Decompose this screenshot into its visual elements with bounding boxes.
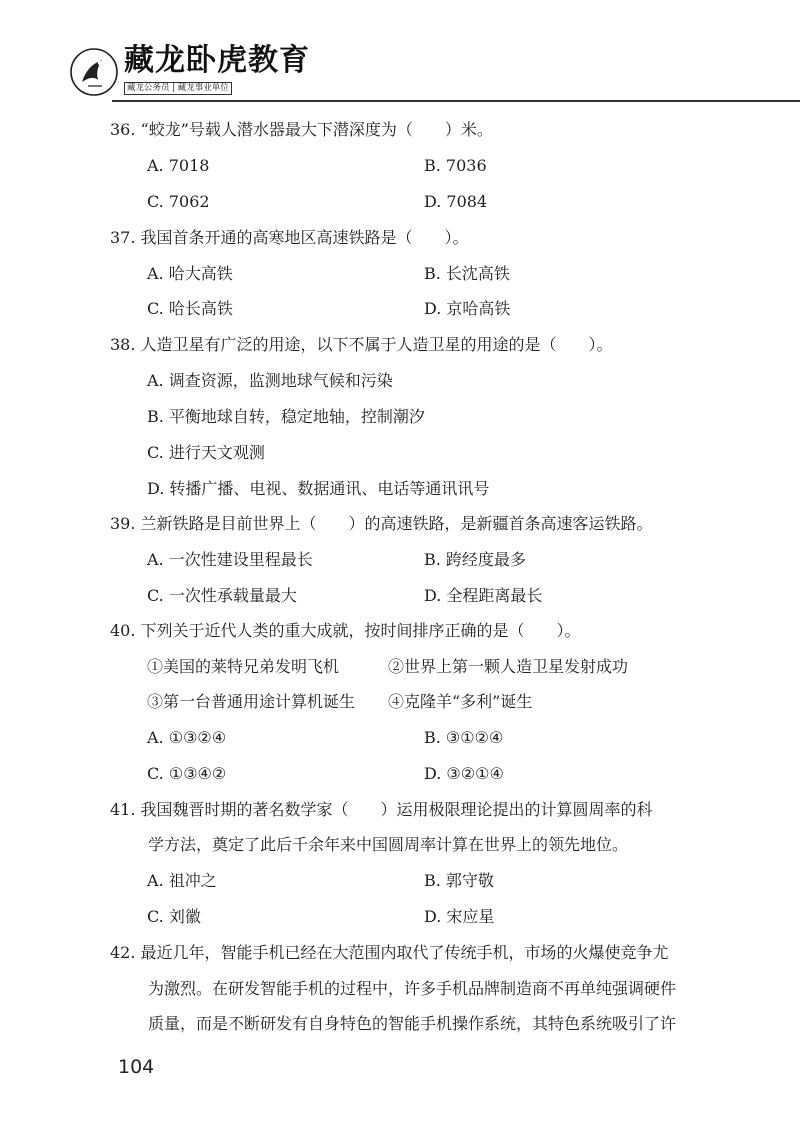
header-rule: [112, 100, 800, 102]
option: B. 郭守敬: [424, 871, 494, 890]
question-41-continued: 学方法，奠定了此后千余年来中国圆周率计算在世界上的领先地位。: [148, 835, 629, 854]
brand-tagline: 藏龙公务员 | 藏龙事业单位: [124, 82, 232, 95]
question-42-continued: 为激烈。在研发智能手机的过程中，许多手机品牌制造商不再单纯强调硬件: [148, 979, 677, 998]
option: C. 7062: [147, 192, 210, 211]
question-36: 36. “蛟龙”号载人潜水器最大下潜深度为（ ）米。: [110, 120, 493, 139]
statement-item: ①美国的莱特兄弟发明飞机: [147, 657, 340, 676]
option: D. 7084: [424, 192, 488, 211]
question-42-continued: 质量，而是不断研发有自身特色的智能手机操作系统，其特色系统吸引了许: [148, 1014, 677, 1033]
option: B. 平衡地球自转，稳定地轴，控制潮汐: [147, 407, 425, 426]
option: B. 跨经度最多: [424, 550, 526, 569]
option: B. 7036: [424, 156, 487, 175]
page-number: 104: [118, 1056, 155, 1078]
statement-item: ②世界上第一颗人造卫星发射成功: [388, 657, 629, 676]
option: D. 全程距离最长: [424, 586, 543, 605]
option: C. 进行天文观测: [147, 443, 265, 462]
option: C. 哈长高铁: [147, 299, 233, 318]
question-37: 37. 我国首条开通的高寒地区高速铁路是（ ）。: [110, 228, 469, 247]
option: D. 宋应星: [424, 907, 495, 926]
question-40: 40. 下列关于近代人类的重大成就，按时间排序正确的是（ ）。: [110, 621, 581, 640]
page-header: [0, 0, 800, 104]
option: A. 7018: [147, 156, 210, 175]
option: C. 一次性承载量最大: [147, 586, 297, 605]
brand-name: 藏龙卧虎教育: [124, 43, 310, 78]
option: A. 哈大高铁: [147, 264, 233, 283]
question-42: 42. 最近几年，智能手机已经在大范围内取代了传统手机，市场的火爆使竞争尤: [110, 943, 669, 962]
question-41: 41. 我国魏晋时期的著名数学家（ ）运用极限理论提出的计算圆周率的科: [110, 800, 653, 819]
option: D. 京哈高铁: [424, 299, 511, 318]
option: D. 转播广播、电视、数据通讯、电话等通讯讯号: [147, 479, 490, 498]
question-38: 38. 人造卫星有广泛的用途，以下不属于人造卫星的用途的是（ ）。: [110, 335, 613, 354]
option: A. ①③②④: [147, 728, 227, 747]
option: B. 长沈高铁: [424, 264, 510, 283]
tiger-dragon-logo-icon: [68, 46, 120, 98]
option: B. ③①②④: [424, 728, 504, 747]
option: A. 祖冲之: [147, 871, 217, 890]
option: C. ①③④②: [147, 764, 227, 783]
option: A. 一次性建设里程最长: [147, 550, 313, 569]
question-39: 39. 兰新铁路是目前世界上（ ）的高速铁路，是新疆首条高速客运铁路。: [110, 514, 653, 533]
option: C. 刘徽: [147, 907, 201, 926]
option: A. 调查资源，监测地球气候和污染: [147, 371, 393, 390]
statement-item: ③第一台普通用途计算机诞生: [147, 692, 356, 711]
option: D. ③②①④: [424, 764, 504, 783]
statement-item: ④克隆羊“多利”诞生: [388, 692, 533, 711]
